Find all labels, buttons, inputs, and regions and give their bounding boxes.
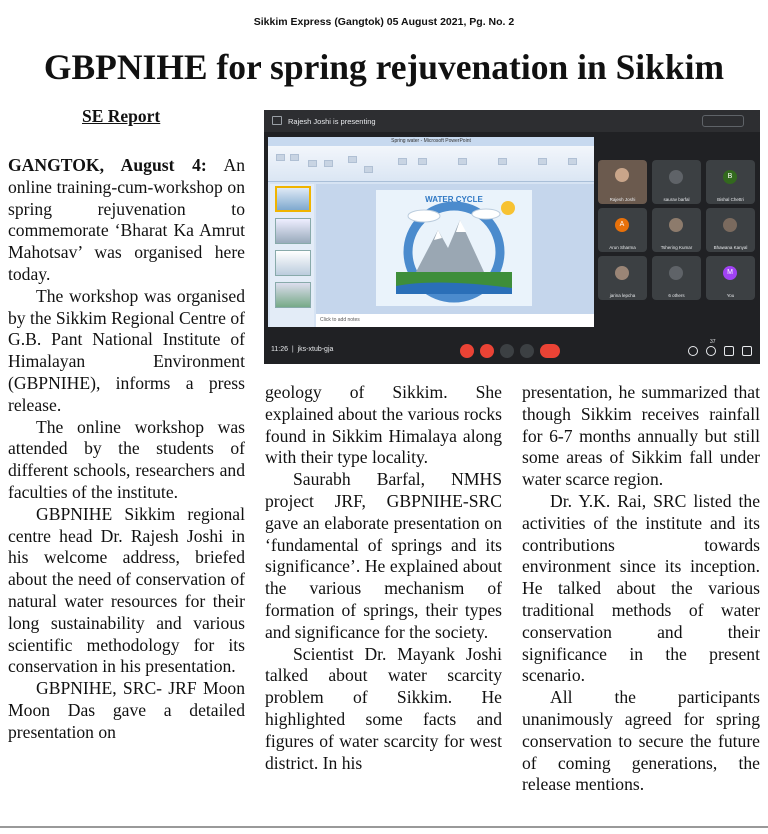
meeting-screenshot — [264, 110, 760, 364]
presenter-banner: Rajesh Joshi is presenting — [288, 117, 376, 126]
paragraph: The online workshop was attended by the students of different schools, researchers and faculties of the institute. — [8, 416, 245, 502]
paragraph: GBPNIHE, SRC- JRF Moon Moon Das gave a detailed presentation on — [8, 678, 245, 742]
more-options-icon[interactable] — [520, 344, 534, 358]
camera-off-icon[interactable] — [480, 344, 494, 358]
slide-area — [316, 184, 594, 327]
participant-avatar: A — [615, 218, 629, 232]
ribbon-icon — [324, 160, 333, 167]
slide-thumbnails — [270, 184, 314, 327]
paragraph: Dr. Y.K. Rai, SRC listed the activities of the institute and its contributions towards environment since its inception. He talked about the various traditional methods of water conservation and their significance in the present scenario. — [522, 490, 760, 686]
paragraph: All the participants unanimously agreed for spring conservation to secure the future of coming generations, the release mentions. — [522, 687, 760, 795]
powerpoint-window — [268, 137, 594, 327]
people-icon[interactable] — [706, 346, 716, 356]
participant-tile — [652, 208, 701, 252]
headline: GBPNIHE for spring rejuvenation in Sikkim — [43, 47, 725, 87]
slide-title: WATER CYCLE — [425, 195, 483, 204]
article-column-1 — [8, 155, 245, 744]
ribbon-icon — [498, 158, 507, 165]
participant-tile — [598, 208, 647, 252]
ribbon-icon — [568, 158, 577, 165]
slide-thumbnail[interactable] — [275, 218, 311, 244]
paragraph: Saurabh Barfal, NMHS project JRF, GBPNIHE-SRC gave an elaborate presentation on ‘fundamental of springs and its significance’. He explained about the various mechanism of formation of springs, their types and significance for the society. — [265, 469, 502, 642]
participant-name: Bhawana Kanyal — [713, 245, 748, 250]
paragraph: GBPNIHE Sikkim regional centre head Dr. Rajesh Joshi in his welcome address, briefed about the need of conservation of natural water resources for their long sustainability and various scientific methodology for its conservation in his presentation. — [8, 503, 245, 677]
participant-name: 6 others — [668, 293, 685, 298]
participant-name: You — [726, 293, 735, 298]
meeting-time: 11:26 — [271, 346, 288, 353]
meeting-code: jks-xtub-gja — [297, 346, 334, 353]
present-icon[interactable] — [500, 344, 514, 358]
participant-name: Tshering Kumar — [660, 245, 693, 250]
slide-thumbnail[interactable] — [275, 250, 311, 276]
info-icon[interactable] — [688, 346, 698, 356]
dateline: GANGTOK, August 4: — [8, 155, 207, 175]
ribbon-icon — [308, 160, 317, 167]
mic-off-icon[interactable] — [460, 344, 474, 358]
participant-tile — [706, 256, 755, 300]
participant-name: jarina lepcha — [609, 293, 636, 298]
stop-presenting-button[interactable] — [702, 115, 744, 127]
ribbon-icon — [276, 154, 285, 161]
participant-name: Rajesh Joshi — [609, 197, 636, 202]
chat-icon[interactable] — [724, 346, 734, 356]
ribbon-icon — [418, 158, 427, 165]
present-screen-icon — [272, 116, 282, 125]
paragraph-text: An online training-cum-workshop on spring rejuvenation to commemorate ‘Bharat Ka Amrut Mahotsav’ was organised here today. — [8, 155, 245, 284]
ribbon-icon — [348, 156, 357, 163]
article-column-2 — [265, 382, 502, 774]
participant-tile — [598, 256, 647, 300]
ppt-title: Spring water - Microsoft PowerPoint — [268, 137, 594, 146]
ribbon-icon — [458, 158, 467, 165]
water-cycle-slide — [376, 190, 532, 306]
participant-avatar — [669, 170, 683, 184]
participant-avatar — [723, 218, 737, 232]
participant-avatar — [615, 266, 629, 280]
participant-tile — [598, 160, 647, 204]
source-line: Sikkim Express (Gangtok) 05 August 2021, Pg. No. 2 — [253, 16, 515, 28]
activities-icon[interactable] — [742, 346, 752, 356]
notes-pane[interactable]: Click to add notes — [316, 314, 594, 327]
meeting-time-and-code: 11:26 | jks-xtub-gja — [271, 346, 334, 353]
water-cycle-illustration — [376, 190, 532, 306]
meeting-top-bar — [264, 110, 760, 132]
participant-avatar — [669, 218, 683, 232]
participant-tile — [706, 208, 755, 252]
participant-tile — [652, 160, 701, 204]
participant-avatar — [615, 168, 629, 182]
participant-avatar: B — [723, 170, 737, 184]
participant-count: 37 — [710, 339, 716, 345]
ribbon-icon — [290, 154, 299, 161]
ppt-ribbon — [268, 146, 594, 182]
slide-thumbnail[interactable] — [275, 282, 311, 308]
participant-avatar: M — [723, 266, 737, 280]
paragraph: geology of Sikkim. She explained about the various rocks found in Sikkim Himalaya along with their type locality. — [265, 382, 502, 468]
participant-tile — [652, 256, 701, 300]
participant-tile — [706, 160, 755, 204]
paragraph — [8, 155, 245, 286]
ribbon-icon — [398, 158, 407, 165]
paragraph: Scientist Dr. Mayank Joshi talked about water scarcity problem of Sikkim. He highlighted some facts and figures of water scarcity for west district. In his — [265, 643, 502, 773]
meeting-controls-bar — [264, 338, 760, 364]
leave-call-button[interactable] — [540, 344, 560, 358]
bottom-rule — [0, 826, 768, 828]
participant-name: saurav barfal — [663, 197, 690, 202]
participant-avatar — [669, 266, 683, 280]
ribbon-icon — [364, 166, 373, 173]
ribbon-icon — [538, 158, 547, 165]
slide-thumbnail[interactable] — [275, 186, 311, 212]
paragraph: The workshop was organised by the Sikkim Regional Centre of G.B. Pant National Institute of Himalayan Environment (GBPNIHE), informs a press release. — [8, 285, 245, 415]
participant-name: Arun Sharma — [609, 245, 636, 250]
participant-name: Bishal Chettri — [717, 197, 744, 202]
article-column-3 — [522, 382, 760, 796]
byline: SE Report — [82, 106, 161, 126]
paragraph: presentation, he summarized that though Sikkim receives rainfall for 6-7 months annually but still some areas of Sikkim fall under water scarce region. — [522, 382, 760, 490]
